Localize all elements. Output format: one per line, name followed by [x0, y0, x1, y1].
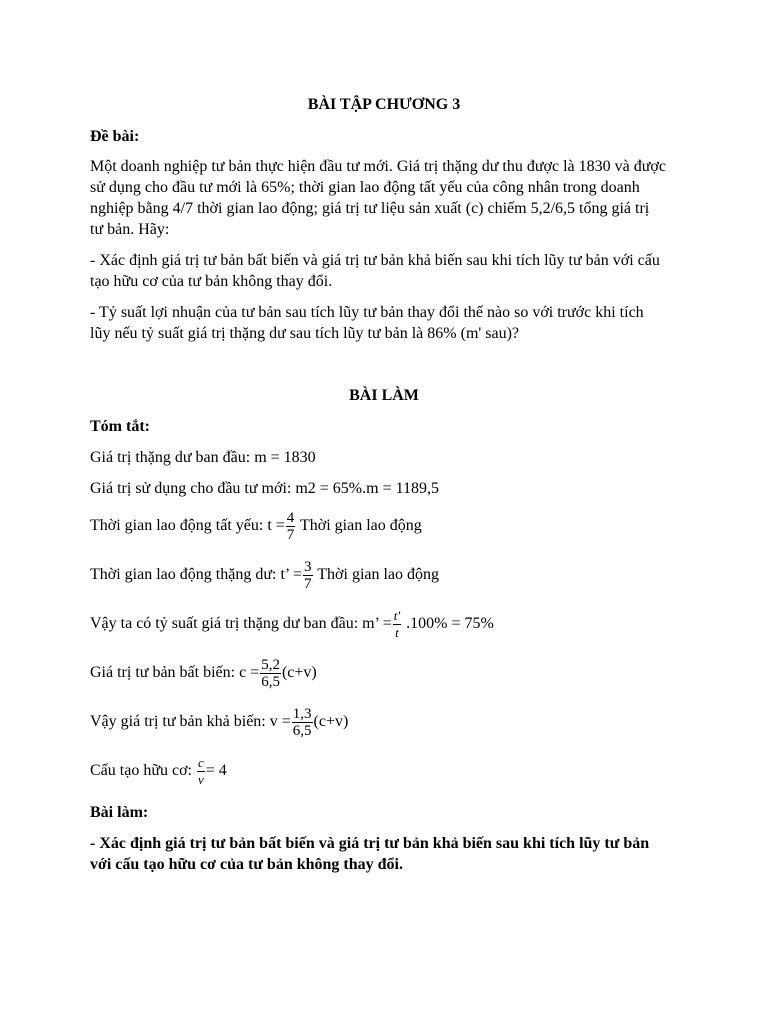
fraction [292, 706, 313, 739]
page-title: BÀI TẬP CHƯƠNG 3 [307, 96, 461, 113]
formula-suffix: Thời gian lao động [296, 517, 422, 535]
problem-paragraph [90, 156, 690, 240]
problem-task-1 [90, 250, 690, 292]
formula-suffix: Thời gian lao động [313, 566, 440, 584]
fraction [393, 608, 401, 641]
summary-v [90, 706, 690, 739]
text-line: sử dụng cho đầu tư mới là 65%; thời gian lao động tất yếu của công nhân trong doanh [90, 179, 640, 196]
fraction-denominator: v [198, 772, 204, 787]
fraction-denominator: 6,5 [292, 723, 312, 739]
answer-task-1 [90, 833, 690, 875]
fraction [260, 657, 281, 690]
formula-suffix: = 4 [205, 762, 227, 780]
formula-suffix: (c+v) [313, 713, 349, 731]
bai-lam-sub-heading: Bài làm: [90, 804, 149, 821]
fraction-denominator: 6,5 [261, 674, 280, 690]
formula-prefix: Vậy ta có tỷ suất giá trị thặng dư ban đầu: m’ = [90, 615, 392, 633]
summary-organic-composition [90, 755, 690, 788]
formula-suffix: (c+v) [281, 664, 317, 682]
fraction-numerator: 3 [304, 559, 312, 575]
summary-t [90, 510, 690, 543]
de-bai-heading: Đề bài: [90, 128, 140, 145]
text-line: lũy nếu tỷ suất giá trị thặng dư sau tích lũy tư bản là 86% (m' sau)? [90, 325, 520, 342]
text-line: - Xác định giá trị tư bản bất biến và giá trị tư bản khả biến sau khi tích lũy tư bản [90, 835, 650, 852]
bai-lam-heading: BÀI LÀM [349, 387, 419, 404]
fraction-denominator: 7 [304, 576, 312, 592]
fraction [303, 559, 313, 592]
text-line: tạo hữu cơ của tư bản không thay đổi. [90, 273, 333, 290]
text-line: nghiệp bằng 4/7 thời gian lao động; giá trị tư liệu sản xuất (c) chiếm 5,2/6,5 tổng giá trị [90, 200, 650, 217]
problem-task-2 [90, 302, 690, 344]
summary-t-prime [90, 559, 690, 592]
formula-prefix: Giá trị tư bản bất biến: c = [90, 664, 260, 682]
formula-prefix: Thời gian lao động thặng dư: t’ = [90, 566, 303, 584]
formula-prefix: Cấu tạo hữu cơ: [90, 762, 196, 780]
tom-tat-heading: Tóm tắt: [90, 418, 150, 435]
formula-suffix: .100% = 75% [402, 615, 494, 633]
text-line: - Tỷ suất lợi nhuận của tư bản sau tích lũy tư bản thay đổi thế nào so với trước khi tích [90, 304, 644, 321]
fraction-numerator: t' [393, 608, 401, 623]
text-line: với cấu tạo hữu cơ của tư bản không thay đổi. [90, 856, 403, 873]
text-line: tư bản. Hãy: [90, 221, 170, 238]
fraction [286, 510, 296, 543]
fraction [197, 755, 205, 788]
summary-m-rate [90, 608, 690, 641]
fraction-denominator: t [395, 625, 399, 640]
summary-c [90, 657, 690, 690]
fraction-numerator: c [198, 755, 204, 770]
formula-prefix: Thời gian lao động tất yếu: t = [90, 517, 285, 535]
fraction-numerator: 4 [286, 510, 295, 526]
text-line: Một doanh nghiệp tư bản thực hiện đầu tư mới. Giá trị thặng dư thu được là 1830 và được [90, 158, 666, 175]
summary-m: Giá trị thặng dư ban đầu: m = 1830 [90, 449, 316, 466]
fraction-numerator: 1,3 [292, 706, 312, 722]
fraction-numerator: 5,2 [261, 657, 280, 673]
formula-prefix: Vậy giá trị tư bản khả biến: v = [90, 713, 291, 731]
text-line: - Xác định giá trị tư bản bất biến và giá trị tư bản khả biến sau khi tích lũy tư bản với cấu [90, 252, 660, 269]
fraction-denominator: 7 [286, 527, 295, 543]
summary-m2: Giá trị sử dụng cho đầu tư mới: m2 = 65%.m = 1189,5 [90, 480, 440, 497]
